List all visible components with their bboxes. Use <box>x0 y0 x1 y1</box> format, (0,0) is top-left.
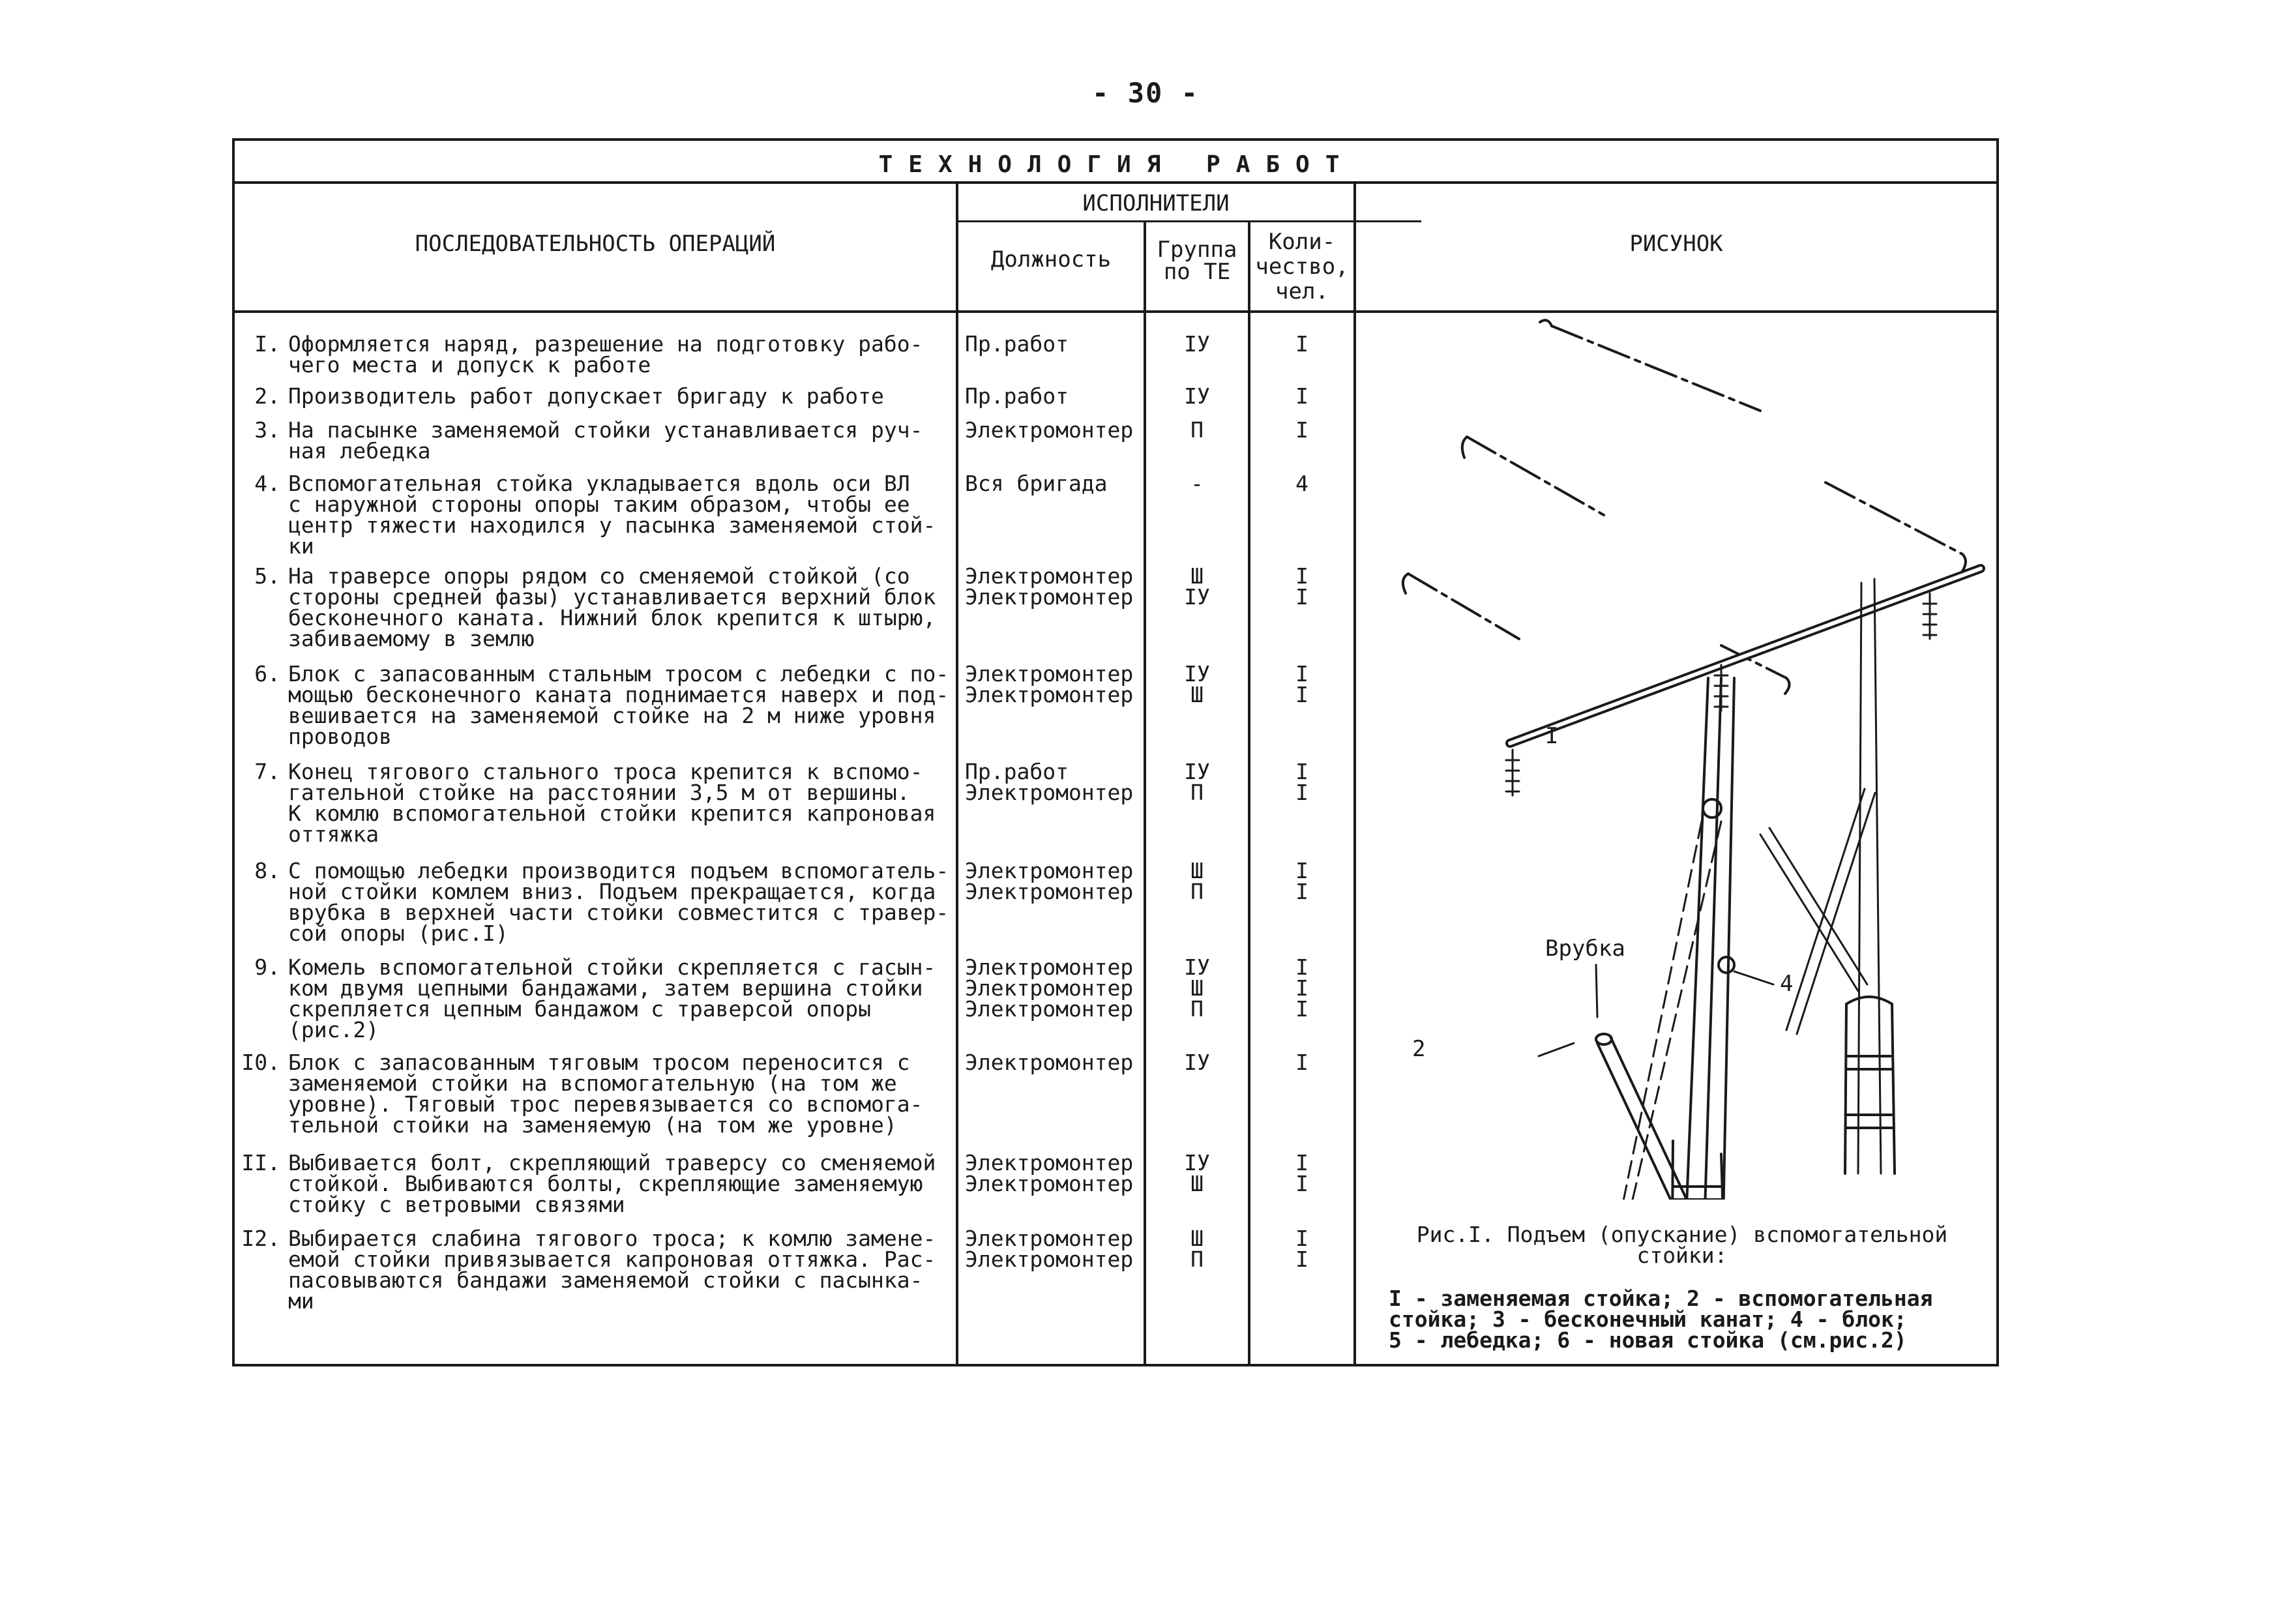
leader-line <box>1519 965 1773 1200</box>
quantity-value: I I <box>1295 1226 1308 1272</box>
replaced-pole <box>1672 678 1734 1200</box>
operation-text: С помощью лебедки производится подъем вспомогатель- ной стойки комлем вниз. Подъем прекращается, когда врубка в верхней части стойки совместится с травер- сой опоры (рис.I) <box>288 858 949 946</box>
overhead-wire <box>1403 574 1519 639</box>
insulator <box>1923 593 1936 639</box>
group-value: - <box>1190 471 1204 496</box>
rule-col-ops <box>956 181 958 1366</box>
group-value: IУ <box>1184 331 1210 357</box>
page-number: - 30 - <box>1092 77 1199 109</box>
right-pole <box>1845 579 1895 1174</box>
group-value: IУ Ш <box>1184 661 1210 707</box>
overhead-wire <box>1462 437 1604 515</box>
operation-text: Блок с запасованным тяговым тросом переносится с заменяемой стойки на вспомогательную (на том же уровне). Тяговый трос перевязывается со вспомога- тельной стойки на заменяемую (на том же уровне) <box>288 1050 923 1138</box>
quantity-value: I <box>1295 383 1308 409</box>
pole-lifting-figure <box>1356 313 1996 1200</box>
crossarm <box>1510 568 1981 743</box>
operation-text: Выбивается болт, скрепляющий траверсу со сменяемой стойкой. Выбиваются болты, скрепляющие заменяемую стойку с ветровыми связями <box>288 1150 936 1217</box>
position-text: Электромонтер Электромонтер <box>965 1150 1134 1196</box>
quantity-value: I I <box>1295 563 1308 610</box>
header-sequence: ПОСЛЕДОВАТЕЛЬНОСТЬ ОПЕРАЦИЙ <box>415 231 776 257</box>
label-two: 2 <box>1412 1036 1426 1062</box>
quantity-value: I <box>1295 1050 1308 1075</box>
table-title: ТЕХНОЛОГИЯ РАБОТ <box>878 151 1355 178</box>
operation-text: На пасынке заменяемой стойки устанавливается руч- ная лебедка <box>288 417 923 464</box>
row-number: I2. <box>241 1226 280 1251</box>
row-number: II. <box>241 1150 280 1175</box>
header-quantity: Коли- чество, чел. <box>1255 229 1349 304</box>
quantity-value: I I <box>1295 661 1308 707</box>
quantity-value: I I <box>1295 858 1308 904</box>
quantity-value: 4 <box>1295 471 1308 496</box>
insulator <box>1506 750 1519 795</box>
quantity-value: I I <box>1295 759 1308 805</box>
row-number: I0. <box>241 1050 280 1075</box>
operation-text: Конец тягового стального троса крепится к вспомо- гательной стойке на расстоянии 3,5 м от вершины. К комлю вспомогательной стойки крепится капроновая оттяжка <box>288 759 936 847</box>
group-value: IУ П <box>1184 759 1210 805</box>
position-text: Электромонтер Электромонтер <box>965 858 1134 904</box>
operation-text: Выбирается слабина тягового троса; к комлю замене- емой стойки привязывается капроновая оттяжка. Рас- пасовываются бандажи заменяемой стойки с пасынка- ми <box>288 1226 936 1314</box>
wind-brace <box>1760 789 1875 1034</box>
quantity-value: I I <box>1295 1150 1308 1196</box>
header-figure: РИСУНОК <box>1629 231 1723 257</box>
figure-caption-legend: I - заменяемая стойка; 2 - вспомогательная стойка; 3 - бесконечный канат; 4 - блок; 5 - лебедка; 6 - новая стойка (см.рис.2) <box>1389 1286 1933 1353</box>
group-value: П <box>1190 417 1204 443</box>
position-text: Электромонтер Электромонтер <box>965 661 1134 707</box>
position-text: Электромонтер Электромонтер Электромонтер <box>965 954 1134 1022</box>
operation-text: Комель вспомогательной стойки скрепляется с гасын- ком двумя цепными бандажами, затем вершина стойки скрепляется цепным бандажом с траверсой опоры (рис.2) <box>288 954 936 1042</box>
group-value: Ш IУ <box>1184 563 1210 610</box>
endless-rope <box>1616 821 1721 1200</box>
group-value: IУ <box>1184 1050 1210 1075</box>
label-one: I <box>1545 723 1559 749</box>
figure-caption-title: Рис.I. Подъем (опускание) вспомогательной стойки: <box>1416 1222 1948 1268</box>
position-text: Вся бригада <box>965 471 1108 496</box>
row-number: 4. <box>254 471 280 496</box>
row-number: 7. <box>254 759 280 784</box>
operation-text: Оформляется наряд, разрешение на подготовку рабо- чего места и допуск к работе <box>288 331 923 377</box>
rule-title <box>235 181 1996 184</box>
row-number: 3. <box>254 417 280 443</box>
operation-text: Вспомогательная стойка укладывается вдоль оси ВЛ с наружной стороны опоры таким образом, чтобы ее центр тяжести находился у пасынка заменяемой стой- ки <box>288 471 936 559</box>
group-value: Ш П <box>1190 1226 1204 1272</box>
row-number: 2. <box>254 383 280 409</box>
operation-text: Блок с запасованным стальным тросом с лебедки с по- мощью бесконечного каната поднимается наверх и под- вешивается на заменяемой стойке на 2 м ниже уровня проводов <box>288 661 949 749</box>
row-number: I. <box>254 331 280 357</box>
group-value: IУ Ш П <box>1184 954 1210 1022</box>
header-position: Должность <box>990 246 1112 273</box>
position-text: Пр.работ <box>965 383 1069 409</box>
group-value: IУ <box>1184 383 1210 409</box>
label-vrubka: Врубка <box>1545 936 1625 962</box>
group-value: IУ Ш <box>1184 1150 1210 1196</box>
position-text: Пр.работ <box>965 331 1069 357</box>
rule-executors <box>956 220 1421 222</box>
row-number: 9. <box>254 954 280 980</box>
quantity-value: I I I <box>1295 954 1308 1022</box>
header-executors: ИСПОЛНИТЕЛИ <box>1082 190 1230 216</box>
operation-text: На траверсе опоры рядом со сменяемой стойкой (со стороны средней фазы) устанавливается верхний блок бесконечного каната. Нижний блок крепится к штырю, забиваемому в землю <box>288 563 936 651</box>
overhead-wire <box>1825 482 1966 571</box>
position-text: Электромонтер <box>965 417 1134 443</box>
position-text: Электромонтер Электромонтер <box>965 1226 1134 1272</box>
quantity-value: I <box>1295 417 1308 443</box>
row-number: 6. <box>254 661 280 687</box>
position-text: Пр.работ Электромонтер <box>965 759 1134 805</box>
header-group: Группа по ТЕ <box>1157 237 1237 285</box>
operation-text: Производитель работ допускает бригаду к работе <box>288 383 884 409</box>
group-value: Ш П <box>1190 858 1204 904</box>
label-four: 4 <box>1780 971 1794 997</box>
overhead-wire <box>1540 320 1760 411</box>
work-technology-table <box>232 138 1999 1366</box>
position-text: Электромонтер Электромонтер <box>965 563 1134 610</box>
row-number: 8. <box>254 858 280 883</box>
position-text: Электромонтер <box>965 1050 1134 1075</box>
quantity-value: I <box>1295 331 1308 357</box>
row-number: 5. <box>254 563 280 589</box>
